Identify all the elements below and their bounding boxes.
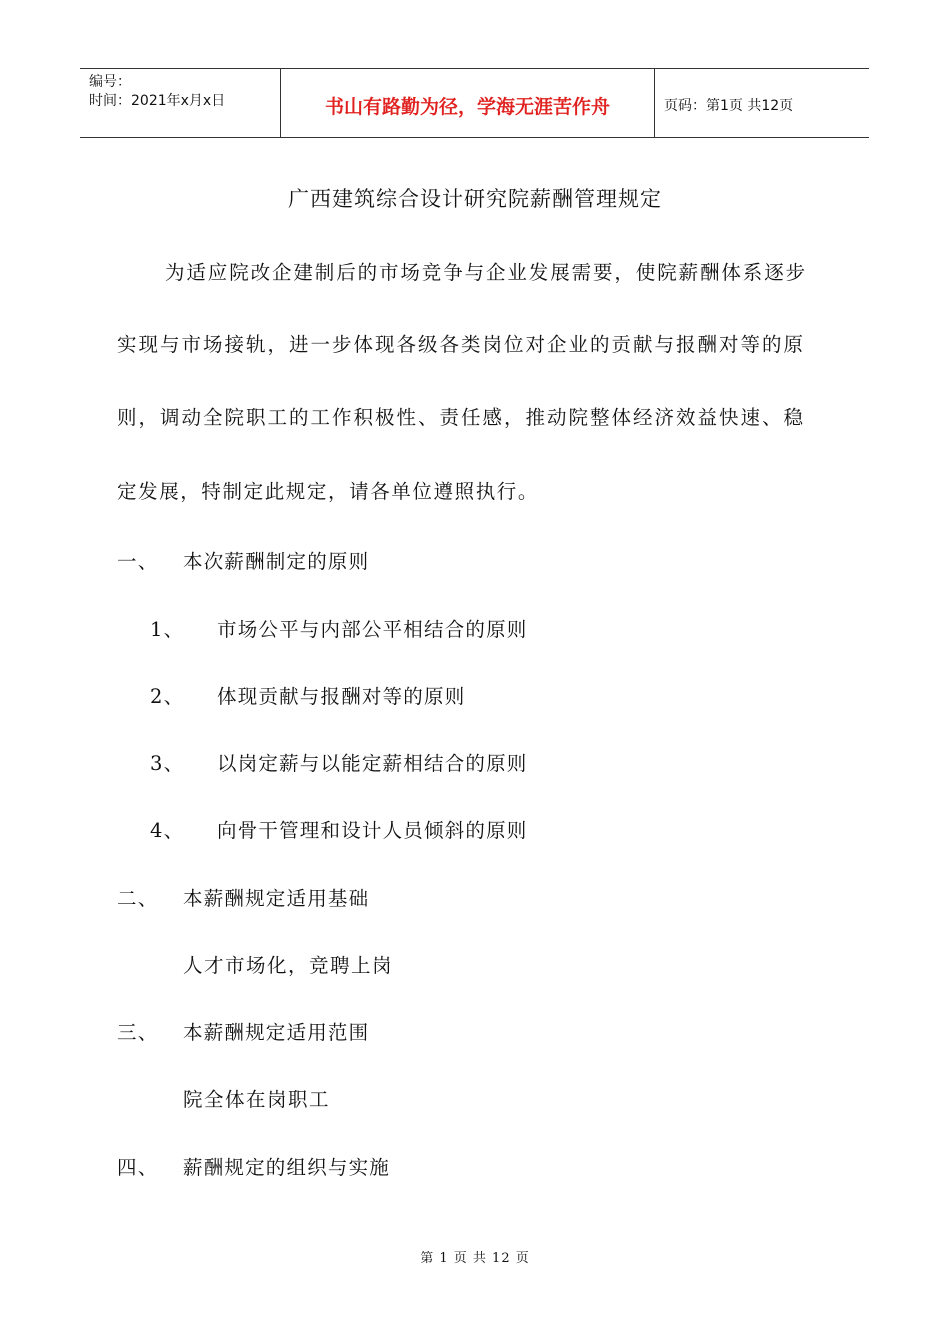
intro-line-2: 实现与市场接轨，进一步体现各级各类岗位对企业的贡献与报酬对等的原 bbox=[117, 333, 806, 356]
item-text: 向骨干管理和设计人员倾斜的原则 bbox=[217, 819, 528, 842]
item-text: 市场公平与内部公平相结合的原则 bbox=[217, 618, 528, 641]
header-motto: 书山有路勤为径，学海无涯苦作舟 bbox=[281, 69, 655, 137]
section-number: 四、 bbox=[117, 1156, 159, 1179]
header-page-info: 页码：第1页 共12页 bbox=[664, 98, 794, 114]
item-number: 1、 bbox=[150, 618, 185, 641]
section-title: 本薪酬规定适用范围 bbox=[183, 1021, 370, 1044]
item-text: 体现贡献与报酬对等的原则 bbox=[217, 685, 466, 708]
document-title: 广西建筑综合设计研究院薪酬管理规定 bbox=[288, 187, 662, 211]
intro-line-3: 则，调动全院职工的工作积极性、责任感，推动院整体经济效益快速、稳 bbox=[117, 406, 806, 429]
item-number: 4、 bbox=[150, 819, 185, 842]
page-header bbox=[80, 68, 869, 138]
section-title: 薪酬规定的组织与实施 bbox=[183, 1156, 391, 1179]
intro-line-4: 定发展，特制定此规定，请各单位遵照执行。 bbox=[117, 480, 540, 503]
time-label: 时间：2021年x月x日 bbox=[89, 93, 226, 109]
header-meta bbox=[80, 69, 281, 137]
section-2-body: 人才市场化，竞聘上岗 bbox=[183, 954, 394, 977]
section-3-body: 院全体在岗职工 bbox=[183, 1088, 331, 1111]
intro-line-1: 为适应院改企建制后的市场竞争与企业发展需要，使院薪酬体系逐步 bbox=[165, 261, 808, 284]
page-footer: 第 1 页 共 12 页 bbox=[420, 1251, 530, 1266]
section-number: 三、 bbox=[117, 1021, 159, 1044]
section-title: 本次薪酬制定的原则 bbox=[183, 550, 370, 573]
item-text: 以岗定薪与以能定薪相结合的原则 bbox=[217, 752, 528, 775]
section-title: 本薪酬规定适用基础 bbox=[183, 887, 370, 910]
item-number: 3、 bbox=[150, 752, 185, 775]
section-number: 二、 bbox=[117, 887, 159, 910]
item-number: 2、 bbox=[150, 685, 185, 708]
section-number: 一、 bbox=[117, 550, 159, 573]
number-label: 编号： bbox=[89, 74, 131, 90]
